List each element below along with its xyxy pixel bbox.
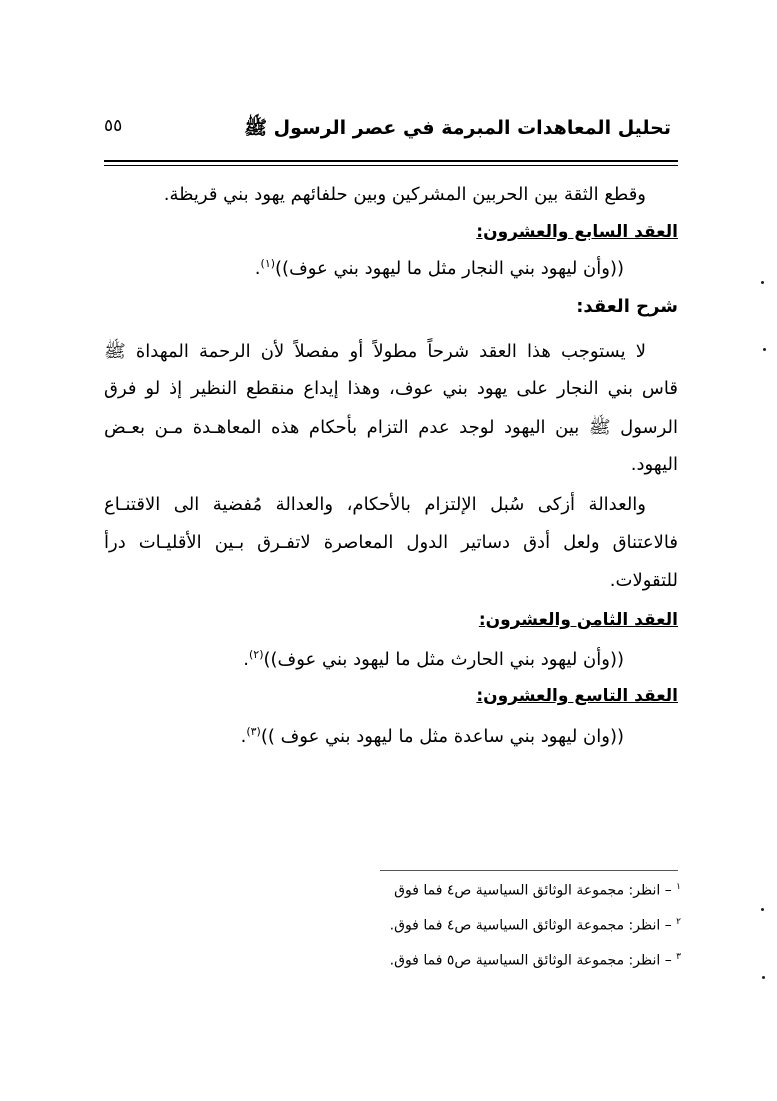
header-rule-bottom xyxy=(104,165,678,166)
quote-end: . xyxy=(243,649,249,670)
body-line: اليهود. xyxy=(630,454,678,475)
scan-speck xyxy=(761,281,764,284)
footnote-1 xyxy=(394,882,681,899)
footnote-2 xyxy=(390,917,681,934)
footnote-ref-3: (٣) xyxy=(246,725,261,738)
footnote-number: ١ xyxy=(676,882,681,892)
body-line: وقطع الثقة بين الحربين المشركين وبين حلفائهم يهود بني قريظة. xyxy=(163,184,646,205)
section-heading-29: العقد التاسع والعشرون: xyxy=(476,686,678,706)
header-rule-top xyxy=(104,160,678,162)
quote-end: . xyxy=(240,726,247,747)
treaty-quote-28 xyxy=(243,648,624,670)
running-header-title: تحليل المعاهدات المبرمة في عصر الرسول ﷺ xyxy=(244,117,671,139)
body-line: قاس بني النجار على يهود بني عوف، وهذا إيداع منقطع النظير إذ لو فرق xyxy=(104,378,678,399)
footnote-number: ٢ xyxy=(676,917,681,927)
footnote-number: ٣ xyxy=(676,952,681,962)
body-line: الرسول ﷺ بين اليهود لوجد عدم التزام بأحكام هذه المعاهـدة مـن بعـض xyxy=(104,417,678,438)
section-heading-28: العقد الثامن والعشرون: xyxy=(478,610,678,630)
treaty-quote-29 xyxy=(241,725,624,747)
footnote-text: – انظر: مجموعة الوثائق السياسية ص٤ فما فوق xyxy=(394,882,672,899)
section-heading-sharh: شرح العقد: xyxy=(576,296,678,317)
footnote-3 xyxy=(390,952,681,969)
body-line: فالاعتناق ولعل أدق دساتير الدول المعاصرة لاتفـرق بـين الأقليـات درأ xyxy=(104,532,678,553)
scan-speck xyxy=(762,976,765,979)
page-number: ٥٥ xyxy=(104,116,123,136)
section-heading-27: العقد السابع والعشرون: xyxy=(476,222,678,242)
quote-text: ((وان ليهود بني ساعدة مثل ما ليهود بني عوف )) xyxy=(260,726,624,747)
footnote-text: – انظر: مجموعة الوثائق السياسية ص٤ فما فوق. xyxy=(389,917,672,934)
treaty-quote-27 xyxy=(255,257,624,279)
scan-speck xyxy=(761,908,764,911)
quote-text: ((وأن ليهود بني النجار مثل ما ليهود بني عوف)) xyxy=(275,258,624,279)
scan-speck xyxy=(763,348,766,351)
footnote-ref-2: (٢) xyxy=(249,648,264,661)
footnote-ref-1: (١) xyxy=(260,257,276,270)
body-line: والعدالة أزكى سُبل الإلتزام بالأحكام، والعدالة مُفضية الى الاقتنـاع xyxy=(104,494,646,515)
footnote-separator xyxy=(380,870,678,871)
quote-end: . xyxy=(254,258,261,279)
body-line: للتقولات. xyxy=(609,570,678,591)
footnote-text: – انظر: مجموعة الوثائق السياسية ص٥ فما فوق. xyxy=(389,952,672,969)
quote-text: ((وأن ليهود بني الحارث مثل ما ليهود بني عوف)) xyxy=(263,649,624,670)
body-line: لا يستوجب هذا العقد شرحاً مطولاً أو مفصلاً لأن الرحمة المهداة ﷺ xyxy=(104,341,646,362)
